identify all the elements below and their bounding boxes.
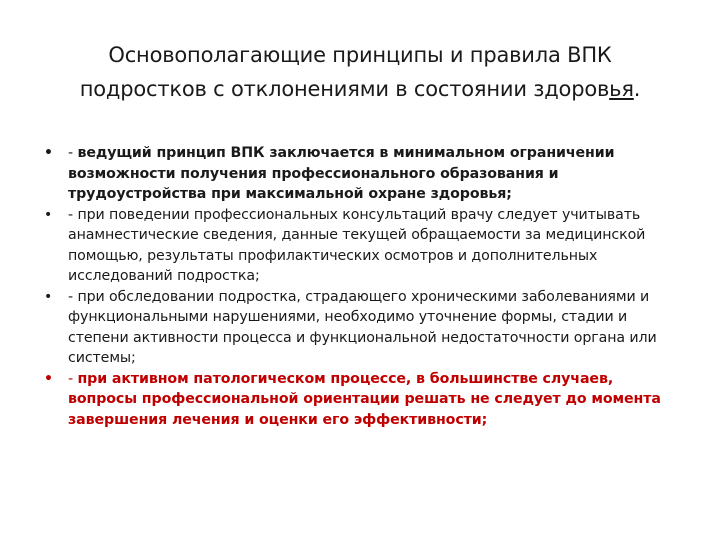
bullet-text: ведущий принцип ВПК заключается в минимальном ограничении возможности получения профессионального образования и трудоустройства при максимальной охране здоровья; — [68, 145, 615, 202]
bullet-dash: - — [68, 145, 78, 161]
bullet-dash: - — [68, 370, 78, 387]
bullet-item — [44, 205, 684, 287]
bullet-dash: - — [68, 206, 78, 223]
bullet-icon: • — [44, 288, 53, 305]
title-line-1: Основополагающие принципы и правила ВПК — [108, 43, 612, 67]
title-line-2-underlined: ья — [609, 77, 634, 101]
bullet-item — [44, 143, 684, 205]
bullet-icon: • — [44, 145, 53, 161]
bullet-text: при активном патологическом процессе, в большинстве случаев, вопросы профессиональной ориентации решать не следует до момента завершения лечения и оценки его эффективности; — [68, 370, 661, 428]
slide-title — [40, 38, 680, 106]
bullet-item — [44, 369, 684, 431]
bullet-icon: • — [44, 370, 53, 387]
title-line-2-text: подростков с отклонениями в состоянии здоров — [79, 77, 610, 101]
title-line-2-end: . — [633, 77, 641, 101]
bullet-list — [44, 143, 684, 430]
bullet-text: при обследовании подростка, страдающего хроническими заболеваниями и функциональными нарушениями, необходимо уточнение формы, стадии и степени активности процесса и функциональной недостаточности органа или системы; — [68, 288, 657, 366]
bullet-icon: • — [44, 206, 53, 223]
bullet-text: при поведении профессиональных консультаций врачу следует учитывать анамнестические сведения, данные текущей обращаемости за медицинской помощью, результаты профилактических осмотров и дополнительных исследований подростка; — [68, 206, 646, 284]
title-line-2 — [40, 72, 680, 106]
bullet-dash: - — [68, 288, 78, 305]
bullet-item — [44, 287, 684, 369]
